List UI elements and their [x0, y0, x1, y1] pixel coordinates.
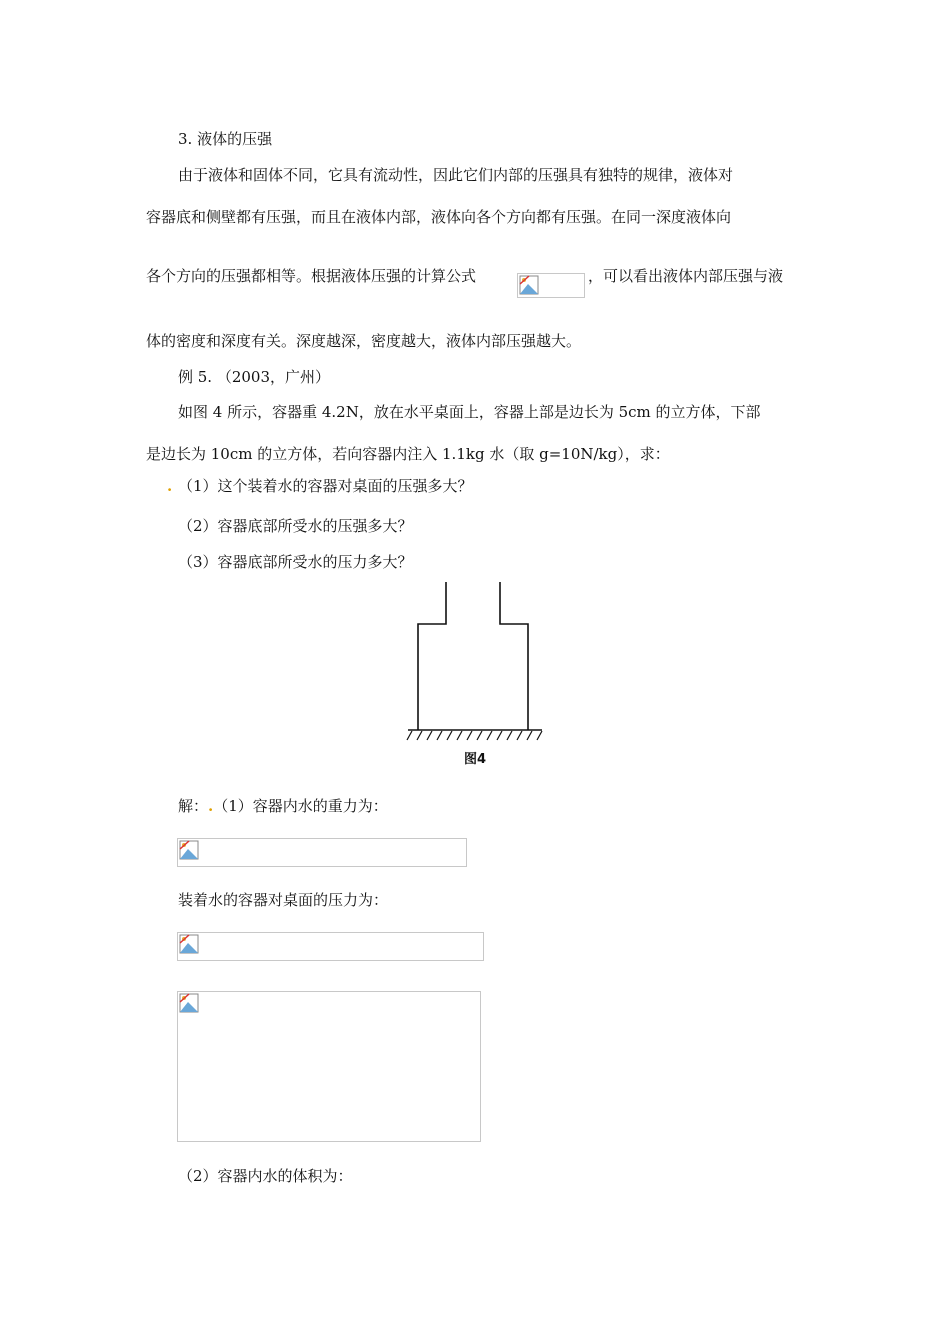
example-title: 例 5. （2003，广州）	[178, 368, 331, 386]
equation-image-3	[177, 991, 481, 1142]
equation-image-2	[177, 932, 484, 961]
force-text: 装着水的容器对桌面的压力为：	[178, 891, 389, 909]
intro-line-4: 体的密度和深度有关。深度越深，密度越大，液体内部压强越大。	[146, 332, 582, 350]
broken-image-icon	[179, 993, 199, 1013]
example-body-1: 如图 4 所示，容器重 4.2N，放在水平桌面上，容器上部是边长为 5cm 的立方体，下部	[178, 403, 761, 421]
solution-intro: （1）容器内水的重力为：	[213, 797, 388, 815]
solution-label	[178, 796, 388, 816]
broken-image-icon	[519, 275, 539, 295]
solution-part-2: （2）容器内水的体积为：	[178, 1167, 353, 1185]
question-3: （3）容器底部所受水的压力多大？	[178, 553, 413, 571]
dot-marker: .	[167, 477, 173, 495]
broken-image-icon	[179, 840, 199, 860]
formula-image	[517, 273, 585, 298]
solution-prefix: 解：	[178, 797, 209, 815]
intro-line-2: 容器底和侧壁都有压强，而且在液体内部，液体向各个方向都有压强。在同一深度液体向	[146, 208, 732, 226]
question-1: （1）这个装着水的容器对桌面的压强多大？	[178, 477, 473, 495]
example-body-2: 是边长为 10cm 的立方体，若向容器内注入 1.1kg 水（取 g=10N/kg），求：	[146, 445, 670, 463]
broken-image-icon	[179, 934, 199, 954]
container-figure	[400, 578, 550, 774]
figure-caption: 图4	[464, 752, 487, 767]
container-diagram	[400, 578, 550, 748]
dot-marker: .	[208, 797, 214, 815]
equation-image-1	[177, 838, 467, 867]
intro-line-3a: 各个方向的压强都相等。根据液体压强的计算公式	[146, 267, 477, 285]
question-2: （2）容器底部所受水的压强多大？	[178, 517, 413, 535]
intro-line-3b: ，可以看出液体内部压强与液	[588, 267, 784, 285]
intro-line-1: 由于液体和固体不同，它具有流动性，因此它们内部的压强具有独特的规律，液体对	[178, 166, 734, 184]
section-heading: 3. 液体的压强	[178, 130, 273, 148]
